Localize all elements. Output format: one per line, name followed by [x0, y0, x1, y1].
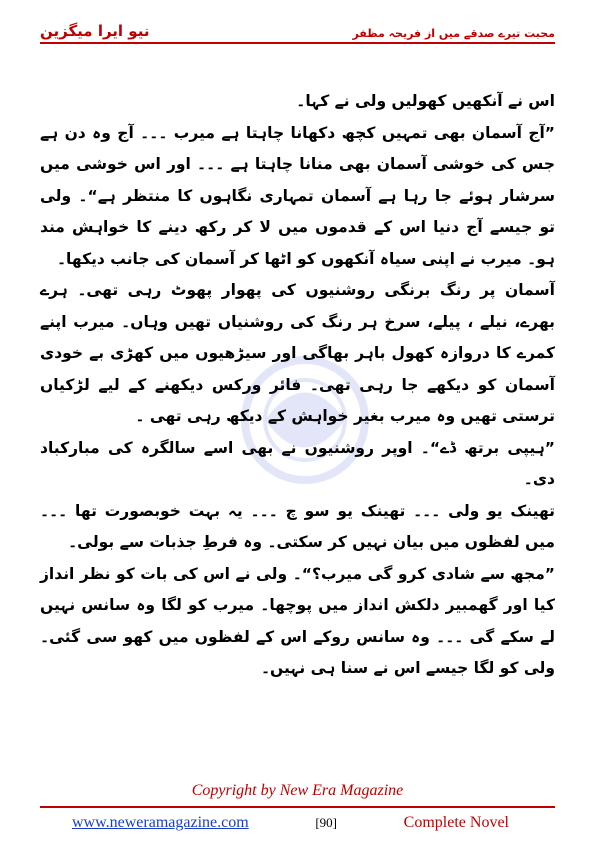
header-divider — [40, 42, 555, 44]
page-footer — [72, 814, 509, 832]
copyright-notice: Copyright by New Era Magazine — [191, 782, 404, 799]
paragraph: ”مجھ سے شادی کرو گی میرب؟“۔ ولی نے اس کی بات کو نظر انداز کیا اور گھمبیر دلکش انداز میں پوچھا۔ میرب کو لگا وہ سانس نہیں لے سکے گی ۔۔۔ وہ سانس روکے اس کے لفظوں میں کھو سی گئی۔ ولی کو لگا جیسے اس نے سنا ہی نہیں۔ — [40, 564, 555, 677]
paragraph: اس نے آنکھیں کھولیں ولی نے کہا۔ — [296, 92, 555, 110]
paragraph: تھینک یو ولی ۔۔۔ تھینک یو سو چ ۔۔۔ یہ بہت خوبصورت تھا ۔۔۔ میں لفظوں میں بیان نہیں کر سکتی۔ وہ فرطِ جذبات سے بولی۔ — [40, 501, 555, 551]
novel-type-label: Complete Novel — [403, 814, 509, 831]
footer-divider — [40, 806, 555, 808]
page-header — [40, 6, 555, 40]
magazine-name: نیو ایرا میگزین — [40, 22, 150, 40]
story-body — [40, 86, 555, 685]
paragraph: ”ہیپی برتھ ڈے“۔ اوپر روشنیوں نے بھی اسے سالگرہ کی مبارکباد دی۔ — [40, 438, 555, 488]
paragraph: ”آج آسمان بھی تمہیں کچھ دکھانا چاہتا ہے میرب ۔۔۔ آج وہ دن ہے جس کی خوشی آسمان بھی منانا چاہتا ہے ۔۔۔ اور اس خوشی میں سرشار ہوئے جا رہا ہے آسمان تمہاری نگاہوں کا منتظر ہے“۔ ولی تو جیسے آج دنیا اس کے قدموں میں لا کر رکھ دینے کا خواہش مند ہو۔ میرب نے اپنی سیاہ آنکھوں کو اٹھا کر آسمان کی جانب دیکھا۔ — [40, 123, 555, 268]
website-link[interactable]: www.neweramagazine.com — [72, 814, 249, 831]
page-number: [90] — [315, 815, 337, 830]
story-title: محبت تیرے صدقے میں از فریحہ مظفر — [352, 27, 555, 40]
paragraph: آسمان پر رنگ برنگی روشنیوں کی پھوار پھوٹ رہی تھی۔ ہرے بھرے، نیلے ، پیلے، سرخ ہر رنگ کی روشنیاں تھیں وہاں۔ میرب اپنے کمرے کا دروازہ کھول باہر بھاگی اور سیڑھیوں میں کھڑی بے خودی آسمان کو دیکھے جا رہی تھی۔ فائر ورکس دیکھنے کے لیے لڑکیاں ترستی تھیں وہ میرب بغیر خواہش کے دیکھ رہی تھی ۔ — [40, 281, 555, 425]
